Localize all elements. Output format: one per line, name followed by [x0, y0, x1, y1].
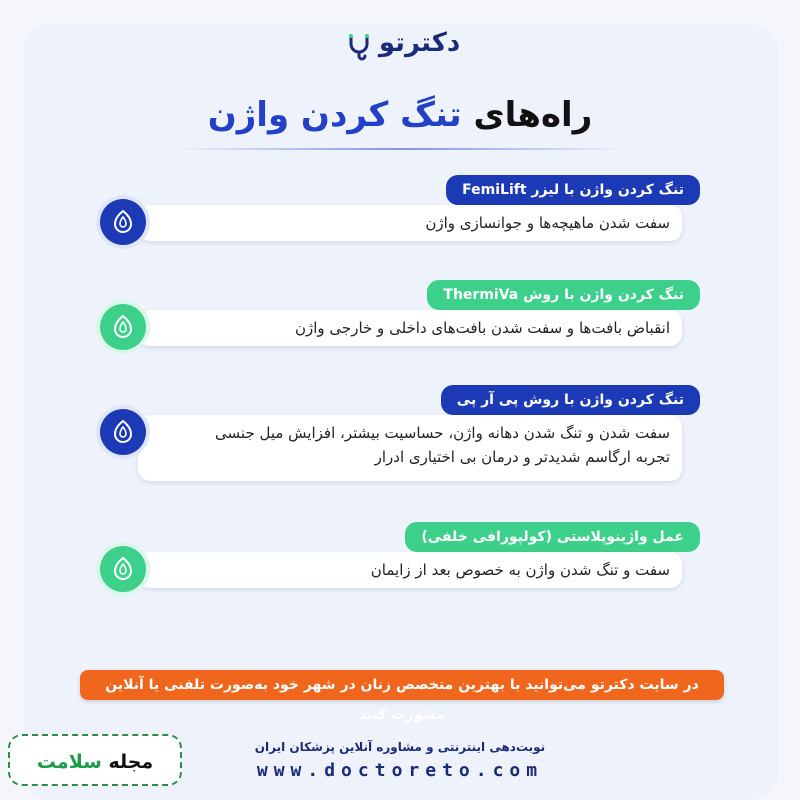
- method-text: انقباض بافت‌ها و سفت شدن بافت‌های داخلی و خارجی واژن: [294, 319, 670, 337]
- magazine-badge[interactable]: [8, 734, 182, 786]
- method-text-line: سفت شدن و تنگ شدن دهانه واژن، حساسیت بیشتر، افزایش میل جنسی: [215, 424, 670, 442]
- method-vaginoplasty: [100, 522, 700, 592]
- brand-name: دکترتو: [378, 28, 461, 58]
- method-text: سفت شدن ماهیچه‌ها و جوانسازی واژن: [425, 214, 670, 232]
- method-label: تنگ کردن واژن با لیزر FemiLift: [446, 175, 700, 205]
- consultation-banner[interactable]: در سایت دکترتو می‌توانید با بهترین متخصص زنان در شهر خود به‌صورت تلفنی یا آنلاین مشورت کنید: [80, 670, 724, 700]
- method-thermiva: [100, 280, 700, 350]
- method-description: [138, 552, 682, 588]
- method-label: تنگ کردن واژن با روش پی آر پی: [441, 385, 700, 415]
- shield-leaf-icon: [100, 199, 146, 245]
- magazine-highlight: سلامت: [36, 751, 102, 773]
- method-text-line: تجربه ارگاسم شدیدتر و درمان بی اختیاری ادرار: [374, 448, 670, 466]
- method-description: [138, 205, 682, 241]
- magazine-prefix: مجله: [108, 751, 154, 773]
- stethoscope-icon: [344, 32, 374, 62]
- shield-leaf-icon: [100, 546, 146, 592]
- shield-leaf-icon: [100, 304, 146, 350]
- website-link[interactable]: www.doctoreto.com: [256, 760, 544, 781]
- shield-leaf-icon: [100, 409, 146, 455]
- title-prefix: راه‌های: [473, 95, 593, 135]
- method-prp: [100, 385, 700, 485]
- title-highlight: تنگ کردن واژن: [207, 95, 462, 135]
- method-femilift: [100, 175, 700, 245]
- method-label: عمل واژینوپلاستی (کولپورافی خلفی): [405, 522, 700, 552]
- method-label: تنگ کردن واژن با روش ThermiVa: [427, 280, 700, 310]
- page-title: [0, 95, 800, 135]
- title-divider: [176, 148, 626, 150]
- method-description: [138, 415, 682, 481]
- method-text: سفت و تنگ شدن واژن به خصوص بعد از زایمان: [370, 561, 670, 579]
- brand-logo[interactable]: [0, 28, 800, 62]
- footer-tagline: نوبت‌دهی اینترنتی و مشاوره آنلاین پزشکان ایران: [254, 740, 546, 754]
- method-description: [138, 310, 682, 346]
